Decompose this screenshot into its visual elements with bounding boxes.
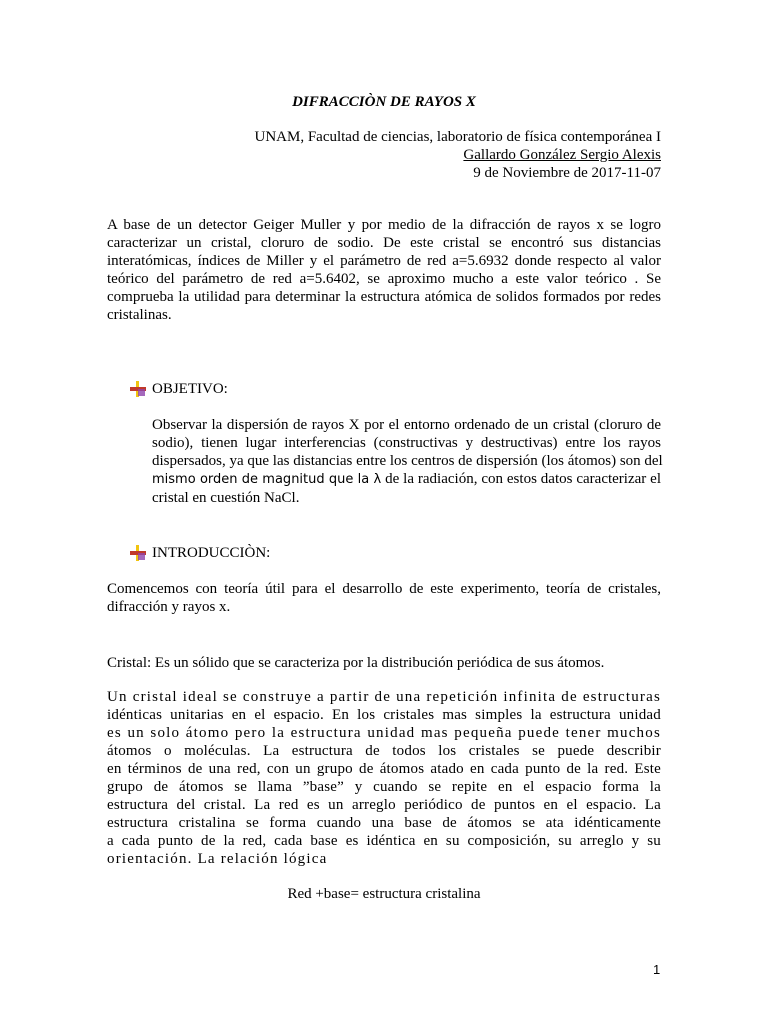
cristal-definition <box>107 654 661 672</box>
ideal-line: grupo de átomos se llama ”base” y cuando se repite en el espacio forma la <box>107 779 661 795</box>
ideal-line: es un solo átomo pero la estructura unidad mas pequeña puede tener muchos <box>107 725 661 741</box>
objetivo-heading: OBJETIVO: <box>152 381 228 397</box>
cristal-line: Cristal: Es un sólido que se caracteriza por la distribución periódica de sus átomos. <box>107 655 605 671</box>
introduccion-heading: INTRODUCCIÒN: <box>152 545 271 561</box>
ideal-line: estructura del cristal. La red es un arreglo periódico de puntos en el espacio. La <box>107 797 661 813</box>
objetivo-line-mono: mismo orden de magnitud que la λ <box>152 472 382 487</box>
abstract-line: cristalinas. <box>107 307 172 323</box>
ideal-line: orientación. La relación lógica <box>107 851 328 867</box>
introduccion-paragraph <box>107 580 661 616</box>
abstract-line: A base de un detector Geiger Muller y por medio de la difracción de rayos x se logro <box>107 217 661 233</box>
ideal-line: átomos o moléculas. La estructura de todos los cristales se puede describir <box>107 743 661 759</box>
abstract-line: interatómicas, índices de Miller y el parámetro de red a=5.6932 donde respecto al valor <box>107 253 661 269</box>
introduccion-line: difracción y rayos x. <box>107 599 231 615</box>
bullet-icon <box>130 381 146 397</box>
objetivo-line: sodio), tienen lugar interferencias (constructivas y destructivas) entre los rayos <box>152 435 661 451</box>
bullet-icon <box>130 545 146 561</box>
objetivo-line: Observar la dispersión de rayos X por el entorno ordenado de un cristal (cloruro de <box>152 417 661 433</box>
objetivo-line: cristal en cuestión NaCl. <box>152 490 300 506</box>
ideal-line: Un cristal ideal se construye a partir de una repetición infinita de estructuras <box>107 689 661 705</box>
abstract-line: caracterizar un cristal, cloruro de sodio. De este cristal se encontró sus distancias <box>107 235 661 251</box>
page-number: 1 <box>653 962 661 977</box>
ideal-line: a cada punto de la red, cada base es idéntica en su composición, su arreglo y su <box>107 833 661 849</box>
objetivo-paragraph <box>152 416 661 507</box>
abstract-paragraph <box>107 216 661 324</box>
affiliation: UNAM, Facultad de ciencias, laboratorio de física contemporánea I <box>254 129 661 145</box>
document-title: DIFRACCIÒN DE RAYOS X <box>292 94 476 110</box>
ideal-line: idénticas unitarias en el espacio. En los cristales mas simples la estructura unidad <box>107 707 661 723</box>
ideal-line: estructura cristalina se forma cuando una base de átomos se ata idénticamente <box>107 815 661 831</box>
formula-line: Red +base= estructura cristalina <box>287 886 481 902</box>
author-name: Gallardo González Sergio Alexis <box>463 147 661 163</box>
abstract-line: teórico del parámetro de red a=5.6402, se aproximo mucho a este valor teórico . Se <box>107 271 661 287</box>
objetivo-line: dispersados, ya que las distancias entre los centros de dispersión (los átomos) son del <box>152 453 663 469</box>
ideal-line: en términos de una red, con un grupo de átomos atado en cada punto de la red. Este <box>107 761 661 777</box>
abstract-line: comprueba la utilidad para determinar la estructura atómica de solidos formados por redes <box>107 289 661 305</box>
objetivo-line <box>152 470 661 489</box>
objetivo-line-rest: de la radiación, con estos datos caracterizar el <box>381 471 662 487</box>
document-date: 9 de Noviembre de 2017-11-07 <box>473 165 661 181</box>
introduccion-line: Comencemos con teoría útil para el desarrollo de este experimento, teoría de cristales, <box>107 581 661 597</box>
cristal-ideal-paragraph <box>107 688 661 868</box>
